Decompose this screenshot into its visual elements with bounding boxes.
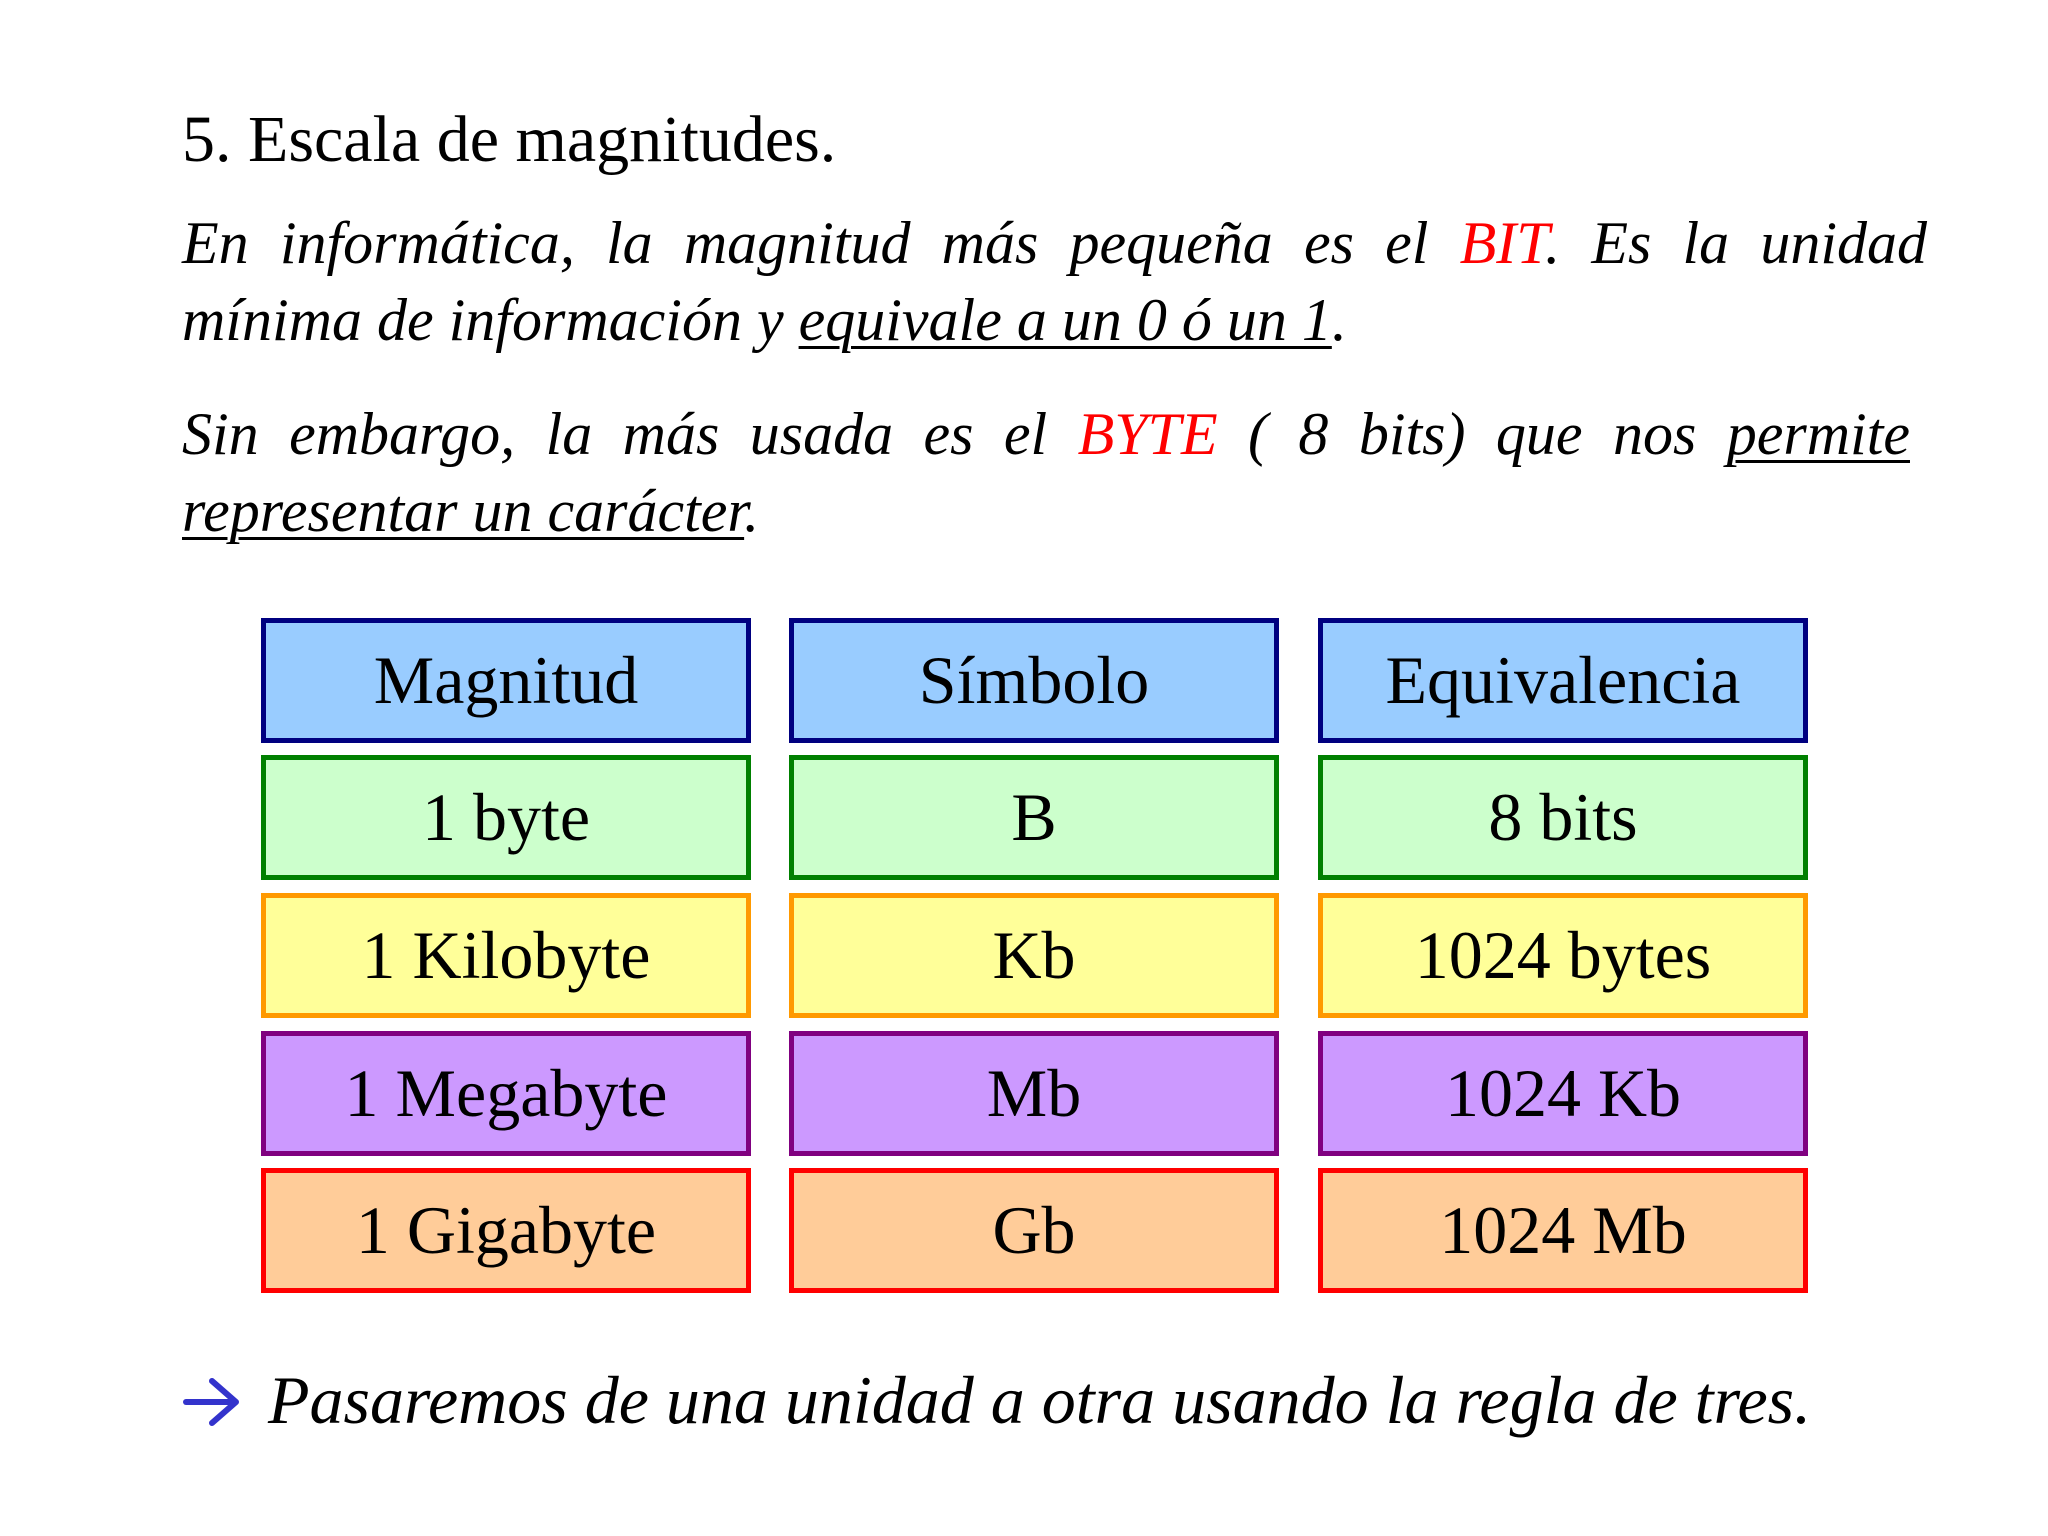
table-cell-magnitud: 1 Kilobyte [261,893,751,1018]
table-header-equivalencia: Equivalencia [1318,618,1808,743]
table-cell-equivalencia: 1024 Mb [1318,1168,1808,1293]
paragraph-byte-text-1: Sin embargo, la más usada es el [182,401,1078,467]
table-header-simbolo: Símbolo [789,618,1279,743]
paragraph-byte-text-2: ( 8 bits) que nos [1217,401,1727,467]
table-cell-simbolo: B [789,755,1279,880]
byte-highlight: BYTE [1077,401,1218,467]
table-cell-simbolo: Mb [789,1031,1279,1156]
table-cell-equivalencia: 1024 Kb [1318,1031,1808,1156]
byte-underlined-phrase: permite representar un carácter [182,401,1910,544]
table-cell-simbolo: Gb [789,1168,1279,1293]
bit-underlined-phrase: equivale a un 0 ó un 1 [798,287,1332,353]
paragraph-bit-text-3: . [1331,287,1347,353]
bit-highlight: BIT [1459,210,1546,276]
paragraph-byte-text-3: . [744,478,760,544]
paragraph-bit-text-2: . Es la unidad mínima de información y [182,210,1928,353]
table-cell-magnitud: 1 byte [261,755,751,880]
slide-title: 5. Escala de magnitudes. [182,103,837,176]
footer-note [182,1358,1811,1442]
paragraph-byte [182,396,1910,550]
arrow-right-icon [182,1377,242,1427]
table-header-magnitud: Magnitud [261,618,751,743]
paragraph-bit-text-1: En informática, la magnitud más pequeña es el [182,210,1460,276]
table-cell-magnitud: 1 Gigabyte [261,1168,751,1293]
footer-text: Pasaremos de una unidad a otra usando la regla de tres. [268,1362,1812,1438]
table-cell-equivalencia: 8 bits [1318,755,1808,880]
table-cell-simbolo: Kb [789,893,1279,1018]
table-cell-equivalencia: 1024 bytes [1318,893,1808,1018]
paragraph-bit [182,205,1927,359]
table-cell-magnitud: 1 Megabyte [261,1031,751,1156]
